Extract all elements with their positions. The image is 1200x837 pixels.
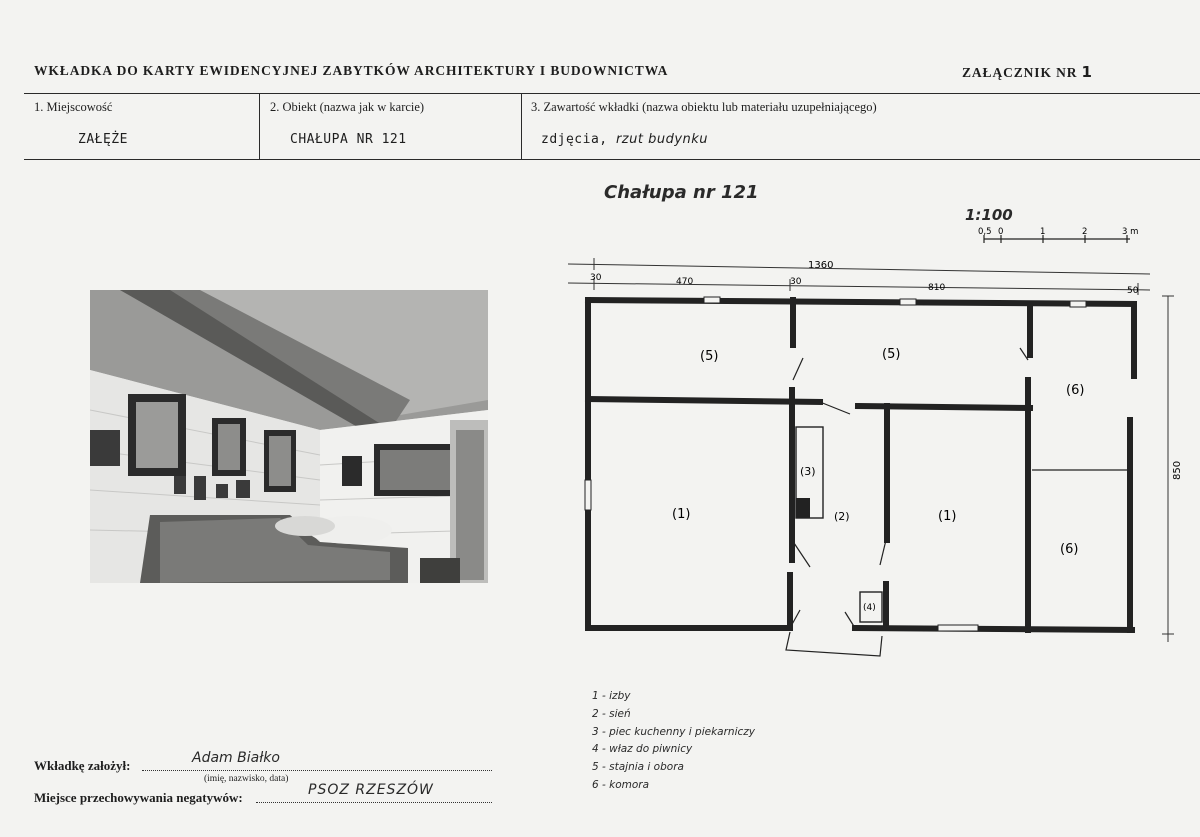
dimension-seg-3: 30 [790,277,802,287]
dimension-total: 1360 [808,260,834,271]
legend-item: 1 - izby [592,690,631,702]
author-sub: (imię, nazwisko, data) [204,774,289,784]
annex-number: 1 [1081,63,1093,81]
dimension-seg-4: 810 [928,283,946,293]
locality-label: 1. Miejscowość [34,100,113,114]
door-swings [790,348,1028,628]
object-value: CHAŁUPA NR 121 [290,132,407,147]
dimension-lines [568,258,1174,642]
room-label-1b: (1) [938,509,957,524]
legend-item: 4 - właz do piwnicy [592,743,693,756]
author-line [142,770,492,771]
storage-label: Miejsce przechowywania negatywów: [34,790,243,805]
content-value-typed: zdjęcia, [541,132,608,147]
storage-value: PSOZ RZESZÓW [308,782,434,798]
legend-item: 5 - stajnia i obora [592,761,684,774]
annex-label-text: ZAŁĄCZNIK NR [962,65,1078,80]
legend-item: 2 - sień [592,707,631,720]
porch [786,632,882,656]
scale-label: 1:100 [965,206,1013,224]
legend-item: 6 - komora [592,778,650,791]
legend-item: 3 - piec kuchenny i piekarniczy [592,725,755,738]
author-label: Wkładkę założył: [34,758,131,773]
room-label-4: (4) [863,603,876,613]
scale-tick-3: 3 m [1122,227,1139,237]
dimension-seg-1: 30 [590,273,602,283]
scale-tick-05: 0,5 [978,227,992,237]
author-value: Adam Białko [192,750,280,766]
object-label: 2. Obiekt (nazwa jak w karcie) [270,100,425,114]
scale-tick-1: 1 [1040,227,1046,237]
windows [585,297,1086,631]
content-value-handwritten: rzut budynku [615,132,709,147]
storage-line [256,802,492,803]
scale-tick-0: 0 [998,227,1004,237]
room-label-5b: (5) [882,347,901,362]
content-label: 3. Zawartość wkładki (nazwa obiektu lub materiału uzupełniającego) [531,100,877,114]
scale-bar [984,235,1130,243]
document-title: WKŁADKA DO KARTY EWIDENCYJNEJ ZABYTKÓW ARCHITEKTURY I BUDOWNICTWA [34,63,669,78]
scale-tick-2: 2 [1082,227,1088,237]
dimension-depth: 850 [1172,460,1183,480]
locality-value: ZAŁĘŻE [78,132,128,147]
room-label-6b: (6) [1060,542,1079,557]
room-label-1a: (1) [672,507,691,522]
dimension-seg-5: 50 [1127,286,1139,296]
dimension-seg-2: 470 [676,277,694,287]
plan-legend [592,688,755,795]
walls [588,300,1134,630]
plan-title: Chałupa nr 121 [604,182,759,203]
stove-firebox [796,498,810,518]
room-label-6a: (6) [1066,383,1085,398]
room-label-5a: (5) [700,349,719,364]
room-label-3: (3) [800,465,816,478]
room-label-2: (2) [834,510,850,523]
